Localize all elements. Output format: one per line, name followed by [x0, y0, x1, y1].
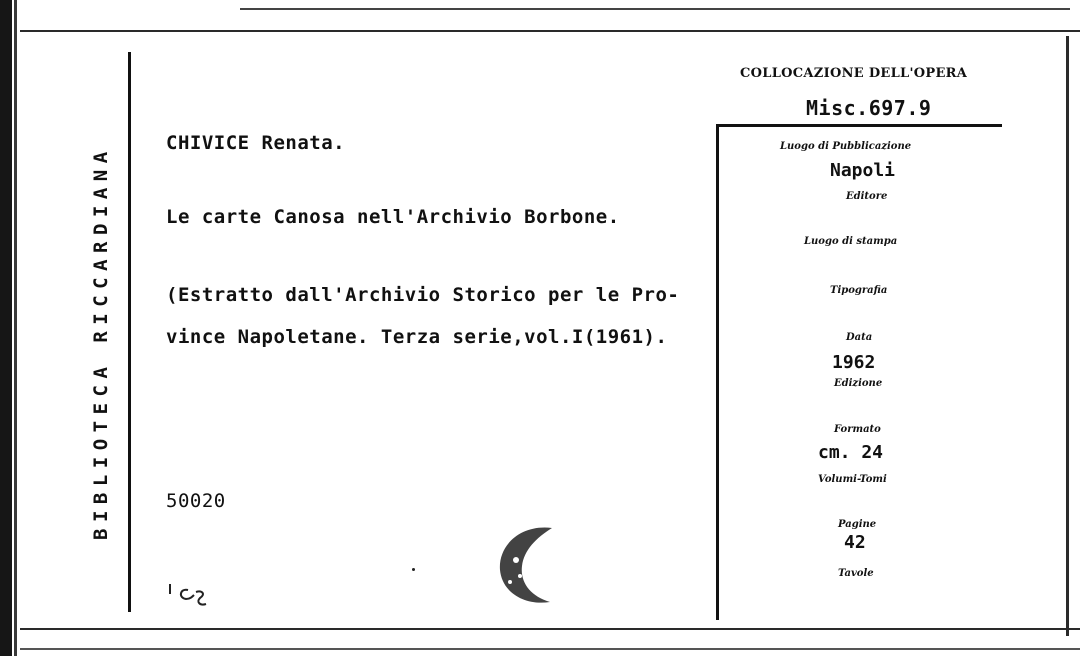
card-edge-left: [0, 0, 12, 656]
card-edge-top-outer: [240, 8, 1070, 10]
editor-label: Editore: [846, 191, 888, 202]
card-edge-right: [1066, 36, 1069, 636]
speck: [412, 568, 415, 571]
edition-label: Edizione: [834, 378, 883, 389]
title-line: Le carte Canosa nell'Archivio Borbone.: [166, 206, 620, 228]
publication-place-label: Luogo di Pubblicazione: [780, 141, 912, 152]
typography-label: Tipografia: [830, 285, 888, 296]
vertical-rule: [128, 52, 131, 612]
library-stamp: BIBLIOTECA RICCARDIANA: [90, 145, 112, 540]
panel-top-rule: [718, 124, 1002, 127]
card-edge-left-inner: [14, 0, 17, 656]
collocation-value: Misc.697.9: [806, 96, 932, 120]
card-edge-bottom-outer: [20, 648, 1080, 650]
printing-place-label: Luogo di stampa: [804, 236, 898, 247]
volumes-label: Volumi-Tomi: [818, 474, 887, 485]
library-seal-stamp: [490, 520, 570, 610]
publication-place-value: Napoli: [830, 160, 896, 181]
extract-line-1: (Estratto dall'Archivio Storico per le Pro-: [166, 284, 680, 306]
format-value: cm. 24: [818, 442, 884, 463]
plates-label: Tavole: [838, 568, 874, 579]
handwritten-mark: [166, 580, 216, 610]
date-value: 1962: [832, 352, 876, 373]
panel-left-rule: [716, 124, 719, 620]
author-line: CHIVICE Renata.: [166, 132, 346, 154]
card-edge-bottom: [20, 628, 1080, 630]
inventory-number: 50020: [166, 490, 226, 512]
date-label: Data: [846, 332, 873, 343]
pages-label: Pagine: [838, 519, 877, 530]
extract-line-2: vince Napoletane. Terza serie,vol.I(1961).: [166, 326, 668, 348]
format-label: Formato: [834, 424, 881, 435]
card-edge-top: [20, 30, 1080, 32]
collocation-label: COLLOCAZIONE DELL'OPERA: [740, 66, 968, 81]
pages-value: 42: [844, 532, 866, 553]
